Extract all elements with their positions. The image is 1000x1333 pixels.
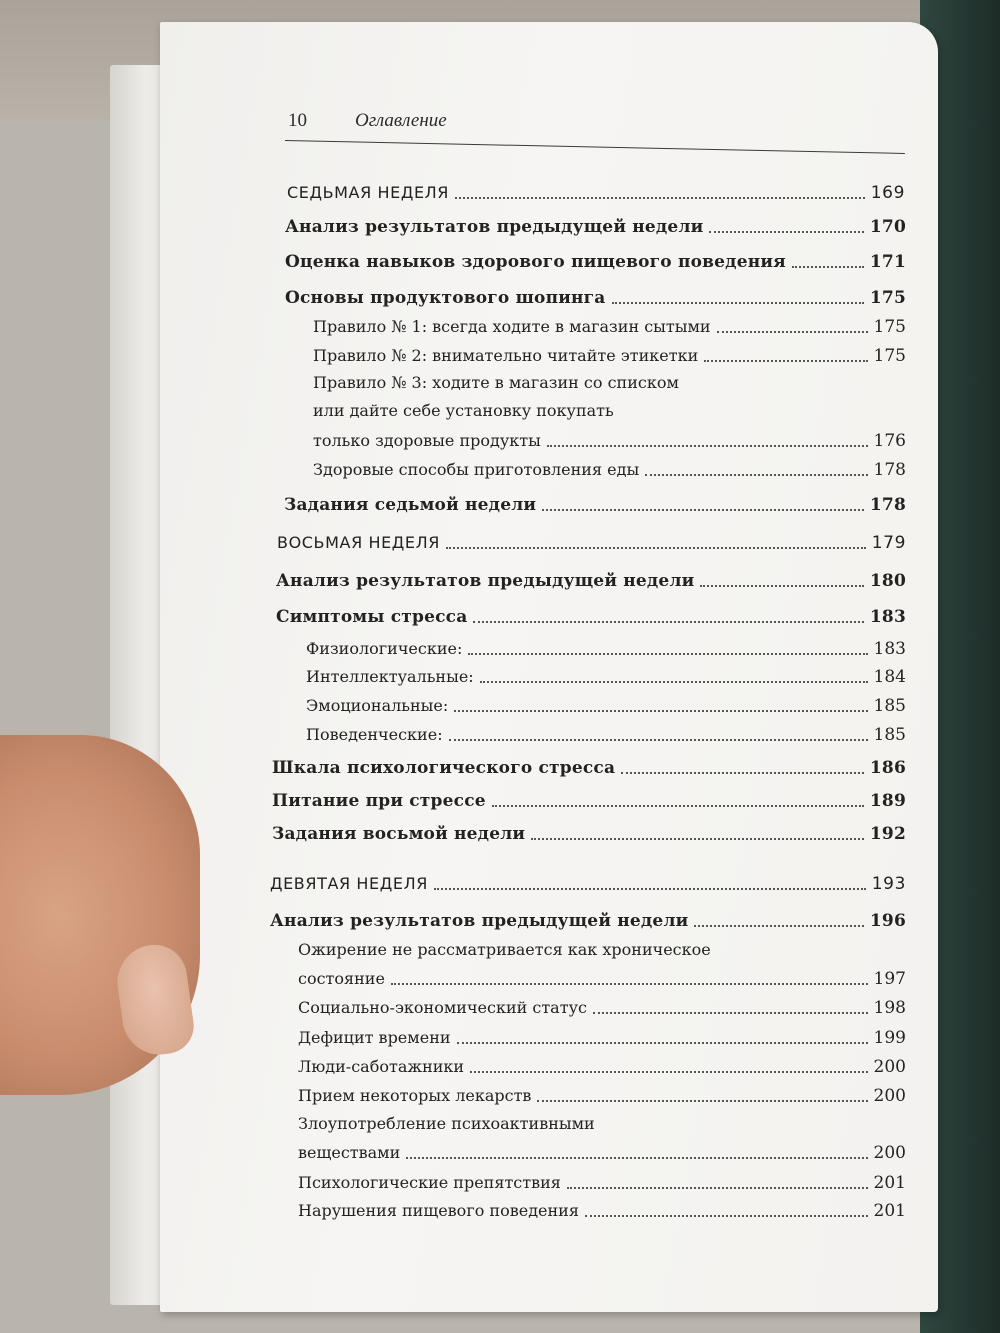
toc-page-number: 189 [869, 791, 906, 811]
toc-subsection [306, 724, 906, 746]
toc-chapter [287, 182, 905, 204]
toc-subsection [313, 316, 906, 338]
dot-leader [470, 1070, 867, 1073]
toc-page-number: 175 [873, 346, 906, 366]
toc-entry-title: Поведенческие: [306, 725, 443, 744]
toc-subsection [313, 459, 906, 481]
toc-page-number: 176 [873, 431, 906, 451]
dot-leader [700, 584, 863, 587]
dot-leader [694, 924, 863, 927]
toc-subsection [298, 1142, 906, 1164]
toc-section [276, 570, 906, 592]
toc-section [272, 790, 906, 812]
toc-entry-title: Задания восьмой недели [272, 824, 526, 844]
toc-entry-continuation: Правило № 3: ходите в магазин со списком [313, 373, 679, 392]
toc-entry-title: Оценка навыков здорового пищевого поведения [285, 252, 786, 272]
toc-page-number: 186 [869, 758, 906, 778]
toc-entry-title: ДЕВЯТАЯ НЕДЕЛЯ [270, 874, 428, 893]
toc-entry-title: Психологические препятствия [298, 1173, 561, 1192]
toc-page-number: 175 [873, 317, 906, 337]
toc-section [284, 494, 906, 516]
toc-subsection [298, 1172, 906, 1194]
toc-entry-title: Нарушения пищевого поведения [298, 1201, 579, 1220]
toc-entry-title: Физиологические: [306, 639, 463, 658]
dot-leader [473, 620, 863, 623]
dot-leader [457, 1041, 868, 1044]
toc-page-number: 179 [871, 533, 906, 553]
dot-leader [454, 709, 867, 712]
toc-entry-title: Симптомы стресса [276, 607, 468, 627]
dot-leader [792, 265, 864, 268]
dot-leader [531, 837, 864, 840]
toc-subsection [298, 1056, 906, 1078]
toc-page-number: 192 [869, 824, 906, 844]
toc-section [285, 287, 906, 309]
toc-entry-title: Анализ результатов предыдущей недели [276, 571, 695, 591]
toc-entry-title: Анализ результатов предыдущей недели [270, 911, 689, 931]
toc-subsection [298, 997, 906, 1019]
toc-entry-title: Интеллектуальные: [306, 667, 474, 686]
toc-entry-title: Дефицит времени [298, 1028, 451, 1047]
toc-section [285, 216, 906, 238]
toc-chapter [277, 532, 906, 554]
toc-subsection [313, 345, 906, 367]
dot-leader [468, 652, 867, 655]
toc-chapter [270, 873, 906, 895]
dot-leader [542, 508, 864, 511]
toc-page-number: 178 [869, 495, 906, 515]
dot-leader [717, 330, 868, 333]
toc-page-number: 200 [873, 1143, 906, 1163]
toc-entry-title: веществами [298, 1143, 401, 1162]
toc-page-number: 175 [869, 288, 906, 308]
dot-leader [492, 804, 864, 807]
dot-leader [645, 473, 867, 476]
running-title: Оглавление [355, 110, 447, 131]
dot-leader [480, 680, 868, 683]
toc-subsection [306, 695, 906, 717]
dot-leader [612, 301, 864, 304]
toc-subsection [298, 968, 906, 990]
dot-leader [593, 1011, 868, 1014]
toc-entry-title: только здоровые продукты [313, 431, 541, 450]
toc-page-number: 185 [873, 696, 906, 716]
toc-page-number: 199 [873, 1028, 906, 1048]
toc-page-number: 178 [873, 460, 906, 480]
toc-page-number: 201 [873, 1173, 906, 1193]
toc-entry-title: СЕДЬМАЯ НЕДЕЛЯ [287, 183, 450, 202]
dot-leader [455, 196, 865, 199]
toc-entry-title: Основы продуктового шопинга [285, 288, 606, 308]
toc-section [285, 251, 906, 273]
toc-subsection [306, 666, 906, 688]
toc-entry-title: Люди-саботажники [298, 1057, 465, 1076]
toc-entry-title: Социально-экономический статус [298, 998, 587, 1017]
dot-leader [567, 1186, 868, 1189]
toc-entry-title: Здоровые способы приготовления еды [313, 460, 640, 479]
toc-entry-title: Задания седьмой недели [284, 495, 537, 515]
toc-entry-title: Прием некоторых лекарств [298, 1086, 532, 1105]
dot-leader [585, 1214, 868, 1217]
toc-entry-title: ВОСЬМАЯ НЕДЕЛЯ [277, 533, 440, 552]
page-number: 10 [288, 110, 307, 131]
dot-leader [434, 887, 866, 890]
dot-leader [391, 982, 868, 985]
dot-leader [446, 546, 866, 549]
toc-section [276, 606, 906, 628]
toc-entry-title: Анализ результатов предыдущей недели [285, 217, 704, 237]
toc-entry-continuation: Злоупотребление психоактивными [298, 1114, 595, 1133]
toc-subsection [298, 1085, 906, 1107]
toc-entry-continuation: Ожирение не рассматривается как хроническое [298, 940, 711, 959]
toc-page-number: 171 [869, 252, 906, 272]
toc-subsection [313, 430, 906, 452]
toc-page-number: 201 [873, 1201, 906, 1221]
toc-page-number: 198 [873, 998, 906, 1018]
toc-page-number: 193 [871, 874, 906, 894]
toc-entry-title: Шкала психологического стресса [272, 758, 616, 778]
toc-subsection [306, 638, 906, 660]
toc-entry-title: Эмоциональные: [306, 696, 449, 715]
toc-section [272, 823, 906, 845]
toc-entry-title: Правило № 1: всегда ходите в магазин сытыми [313, 317, 711, 336]
toc-section [270, 910, 906, 932]
dot-leader [449, 738, 868, 741]
toc-subsection [298, 1200, 906, 1222]
dot-leader [704, 359, 867, 362]
toc-entry-title: Правило № 2: внимательно читайте этикетки [313, 346, 699, 365]
toc-page-number: 197 [873, 969, 906, 989]
toc-page-number: 183 [869, 607, 906, 627]
toc-page-number: 185 [873, 725, 906, 745]
dot-leader [621, 771, 864, 774]
toc-entry-title: состояние [298, 969, 385, 988]
toc-page-number: 183 [873, 639, 906, 659]
dot-leader [406, 1156, 867, 1159]
toc-page-number: 180 [869, 571, 906, 591]
toc-section [272, 757, 906, 779]
toc-page-number: 184 [873, 667, 906, 687]
toc-entry-continuation: или дайте себе установку покупать [313, 401, 614, 420]
toc-subsection [298, 1027, 906, 1049]
toc-page-number: 169 [870, 183, 905, 203]
dot-leader [537, 1099, 867, 1102]
toc-page-number: 196 [869, 911, 906, 931]
dot-leader [709, 230, 863, 233]
toc-page-number: 200 [873, 1057, 906, 1077]
dot-leader [547, 444, 868, 447]
toc-page-number: 200 [873, 1086, 906, 1106]
toc-entry-title: Питание при стрессе [272, 791, 486, 811]
toc-page-number: 170 [869, 217, 906, 237]
